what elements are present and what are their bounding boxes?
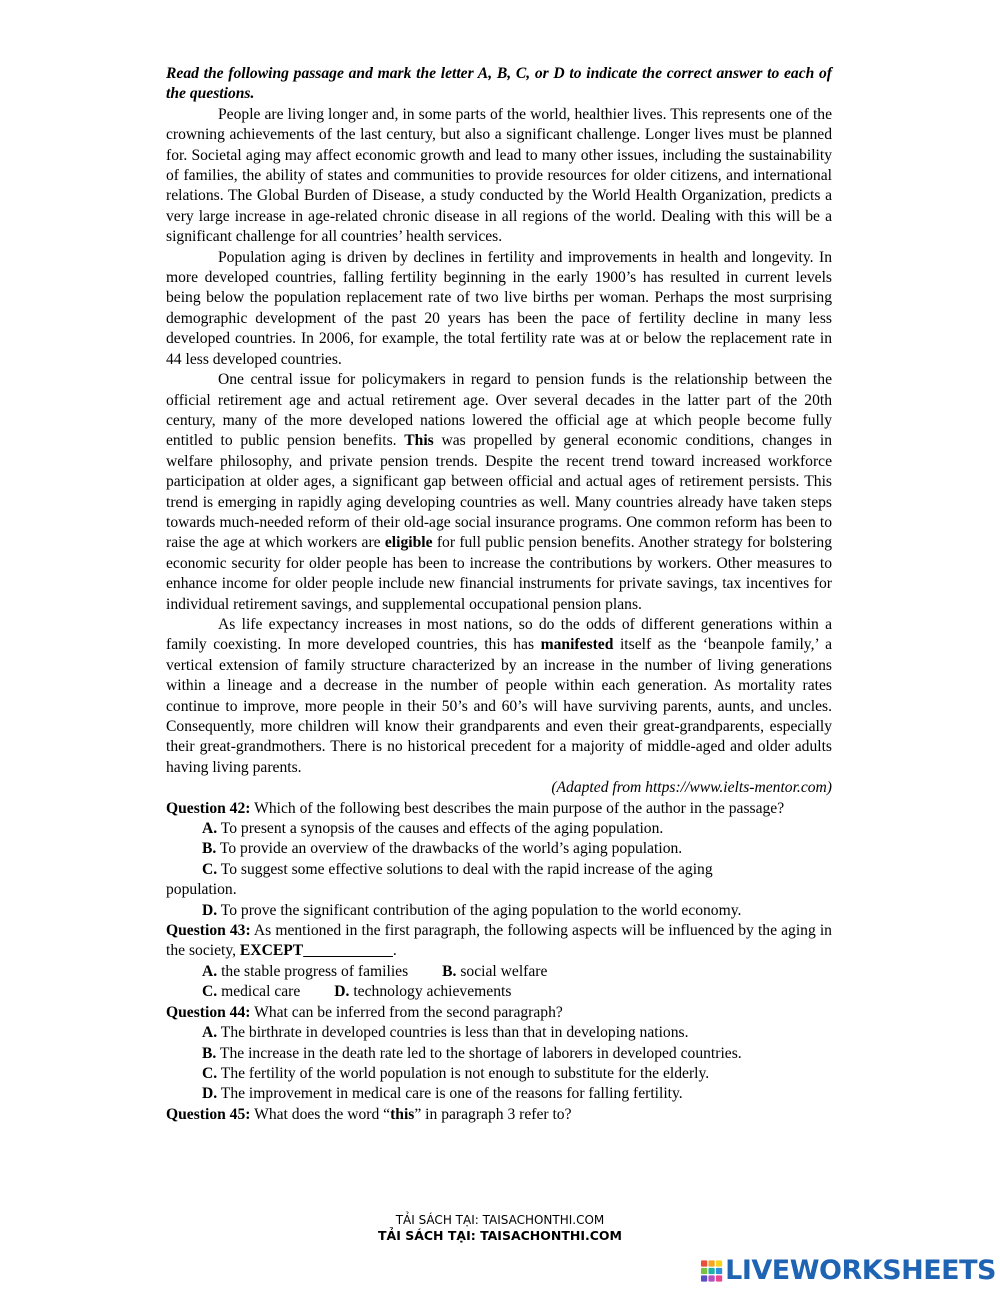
option-letter: A. <box>202 820 218 838</box>
option-letter: D. <box>202 1085 218 1103</box>
question-42-option-c-continued: population. <box>166 881 237 899</box>
liveworksheets-logo-text: LIVEWORKSHEETS <box>725 1255 996 1286</box>
option-letter: D. <box>202 901 218 919</box>
option-text: technology achievements <box>349 983 512 1001</box>
question-44 <box>166 1003 832 1023</box>
question-44-option-d <box>166 1084 832 1104</box>
question-45-text-1: What does the word “ <box>250 1105 391 1123</box>
question-43-options-row-2 <box>166 982 832 1002</box>
paragraph-3-part-2: was propelled by general economic conditions, changes in welfare philosophy, and private pension trends. Despite the recent trend toward increased workforce participation at older ages, a significant gap between official and actual ages of retirement persists. This trend is emerging in rapidly aging developing countries as well. Many countries already have taken steps towards much-needed reform of their old-age social insurance programs. One common reform has been to raise the age at which workers are <box>166 432 832 552</box>
option-text: social welfare <box>456 962 548 980</box>
paragraph-3-part-1: One central issue for policymakers in regard to pension funds is the relationship between the official retirement age and actual retirement age. Over several decades in the latter part of the 20th century, many of the more developed nations lowered the official age at which people become fully entitled to public pension benefits. <box>166 371 832 450</box>
paragraph-4-part-2: itself as the ‘beanpole family,’ a vertical extension of family structure characterized by an increase in the number of living generations within a lineage and a decrease in the number of people within each generation. As mortality rates continue to improve, more people in their 50’s and 60’s will have surviving parents, aunts, and uncles. Consequently, more children will know their grandparents and even their great-grandparents, especially their great-grandmothers. There is no historical precedent for a majority of middle-aged and older adults having living parents. <box>166 636 832 776</box>
question-42-option-c <box>166 860 832 880</box>
question-43-blank: ___________ <box>303 942 393 960</box>
bold-word-manifested: manifested <box>540 636 614 654</box>
question-45-bold-this: this <box>390 1105 415 1123</box>
question-43-label: Question 43: <box>166 922 251 940</box>
option-letter: B. <box>202 840 217 858</box>
liveworksheets-logo <box>700 1256 996 1286</box>
option-text: The improvement in medical care is one of the reasons for falling fertility. <box>217 1085 683 1103</box>
question-44-option-a <box>166 1023 832 1043</box>
bold-word-eligible: eligible <box>384 534 433 552</box>
option-letter: C. <box>202 860 218 878</box>
instruction: Read the following passage and mark the letter A, B, C, or D to indicate the correct answer to each of the questions. <box>166 65 832 103</box>
question-42-option-a <box>166 819 832 839</box>
footer-watermark-line-2: TẢI SÁCH TẠI: TAISACHONTHI.COM <box>378 1228 622 1243</box>
option-letter: C. <box>202 983 218 1001</box>
passage-source: (Adapted from https://www.ielts-mentor.com) <box>551 779 832 797</box>
question-43-except: EXCEPT <box>239 942 304 960</box>
option-text: The increase in the death rate led to the shortage of laborers in developed countries. <box>216 1044 742 1062</box>
question-45-text-2: ” in paragraph 3 refer to? <box>414 1105 572 1123</box>
option-letter: B. <box>442 962 457 980</box>
question-43 <box>166 921 832 962</box>
option-letter: C. <box>202 1064 218 1082</box>
passage-paragraph-3 <box>166 370 832 615</box>
question-45-label: Question 45: <box>166 1105 251 1123</box>
bold-word-this: This <box>404 432 434 450</box>
option-letter: A. <box>202 962 218 980</box>
option-text: To prove the significant contribution of the aging population to the world economy. <box>217 901 742 919</box>
question-44-option-c <box>166 1064 832 1084</box>
passage-paragraph-4 <box>166 615 832 778</box>
option-text: To suggest some effective solutions to deal with the rapid increase of the aging <box>217 860 713 878</box>
option-text: To present a synopsis of the causes and effects of the aging population. <box>217 820 664 838</box>
question-42 <box>166 799 832 819</box>
question-42-text: Which of the following best describes the main purpose of the author in the passage? <box>250 799 785 817</box>
question-44-option-b <box>166 1044 832 1064</box>
option-text: The birthrate in developed countries is less than that in developing nations. <box>217 1024 689 1042</box>
option-letter: B. <box>202 1044 217 1062</box>
option-letter: D. <box>334 983 350 1001</box>
question-44-text: What can be inferred from the second paragraph? <box>250 1003 563 1021</box>
question-43-text: As mentioned in the first paragraph, the following aspects will be influenced by the aging in the society, <box>166 922 832 960</box>
question-43-end: . <box>392 942 397 960</box>
footer-watermark-line-1: TẢI SÁCH TẠI: TAISACHONTHI.COM <box>395 1213 605 1227</box>
option-text: The fertility of the world population is not enough to substitute for the elderly. <box>217 1064 710 1082</box>
passage-paragraph-2: Population aging is driven by declines in fertility and improvements in health and longevity. In more developed countries, falling fertility beginning in the early 1900’s has resulted in current levels being below the population replacement rate of two live births per woman. Perhaps the most surprising demographic development of the past 20 years has been the pace of fertility decline in many less developed countries. In 2006, for example, the total fertility rate was at or below the replacement rate in 44 less developed countries. <box>166 248 832 368</box>
question-43-options-row-1 <box>166 962 832 982</box>
paragraph-3-part-3: for full public pension benefits. Another strategy for bolstering economic security for older people has been to increase the contributions by workers. Other measures to enhance income for older people include new financial instruments for private savings, tax incentives for individual retirement savings, and supplemental occupational pension plans. <box>166 534 832 613</box>
question-42-option-b <box>166 839 832 859</box>
option-text: the stable progress of families <box>217 962 409 980</box>
question-42-option-d <box>166 901 832 921</box>
option-text: To provide an overview of the drawbacks of the world’s aging population. <box>216 840 683 858</box>
option-text: medical care <box>217 983 301 1001</box>
question-44-label: Question 44: <box>166 1003 251 1021</box>
passage-paragraph-1: People are living longer and, in some parts of the world, healthier lives. This represents one of the crowning achievements of the last century, but also a significant challenge. Longer lives must be planned for. Societal aging may affect economic growth and lead to many other issues, including the sustainability of families, the ability of states and communities to provide resources for older citizens, and international relations. The Global Burden of Disease, a study conducted by the World Health Organization, predicts a very large increase in age-related chronic disease in all regions of the world. Dealing with this will be a significant challenge for all countries’ health services. <box>166 105 832 246</box>
paragraph-4-part-1: As life expectancy increases in most nations, so do the odds of different generations within a family coexisting. In more developed countries, this has <box>166 615 832 654</box>
question-42-label: Question 42: <box>166 799 251 817</box>
question-45 <box>166 1105 832 1125</box>
option-letter: A. <box>202 1024 218 1042</box>
worksheet-content <box>166 64 832 1125</box>
liveworksheets-logo-icon <box>700 1259 723 1283</box>
